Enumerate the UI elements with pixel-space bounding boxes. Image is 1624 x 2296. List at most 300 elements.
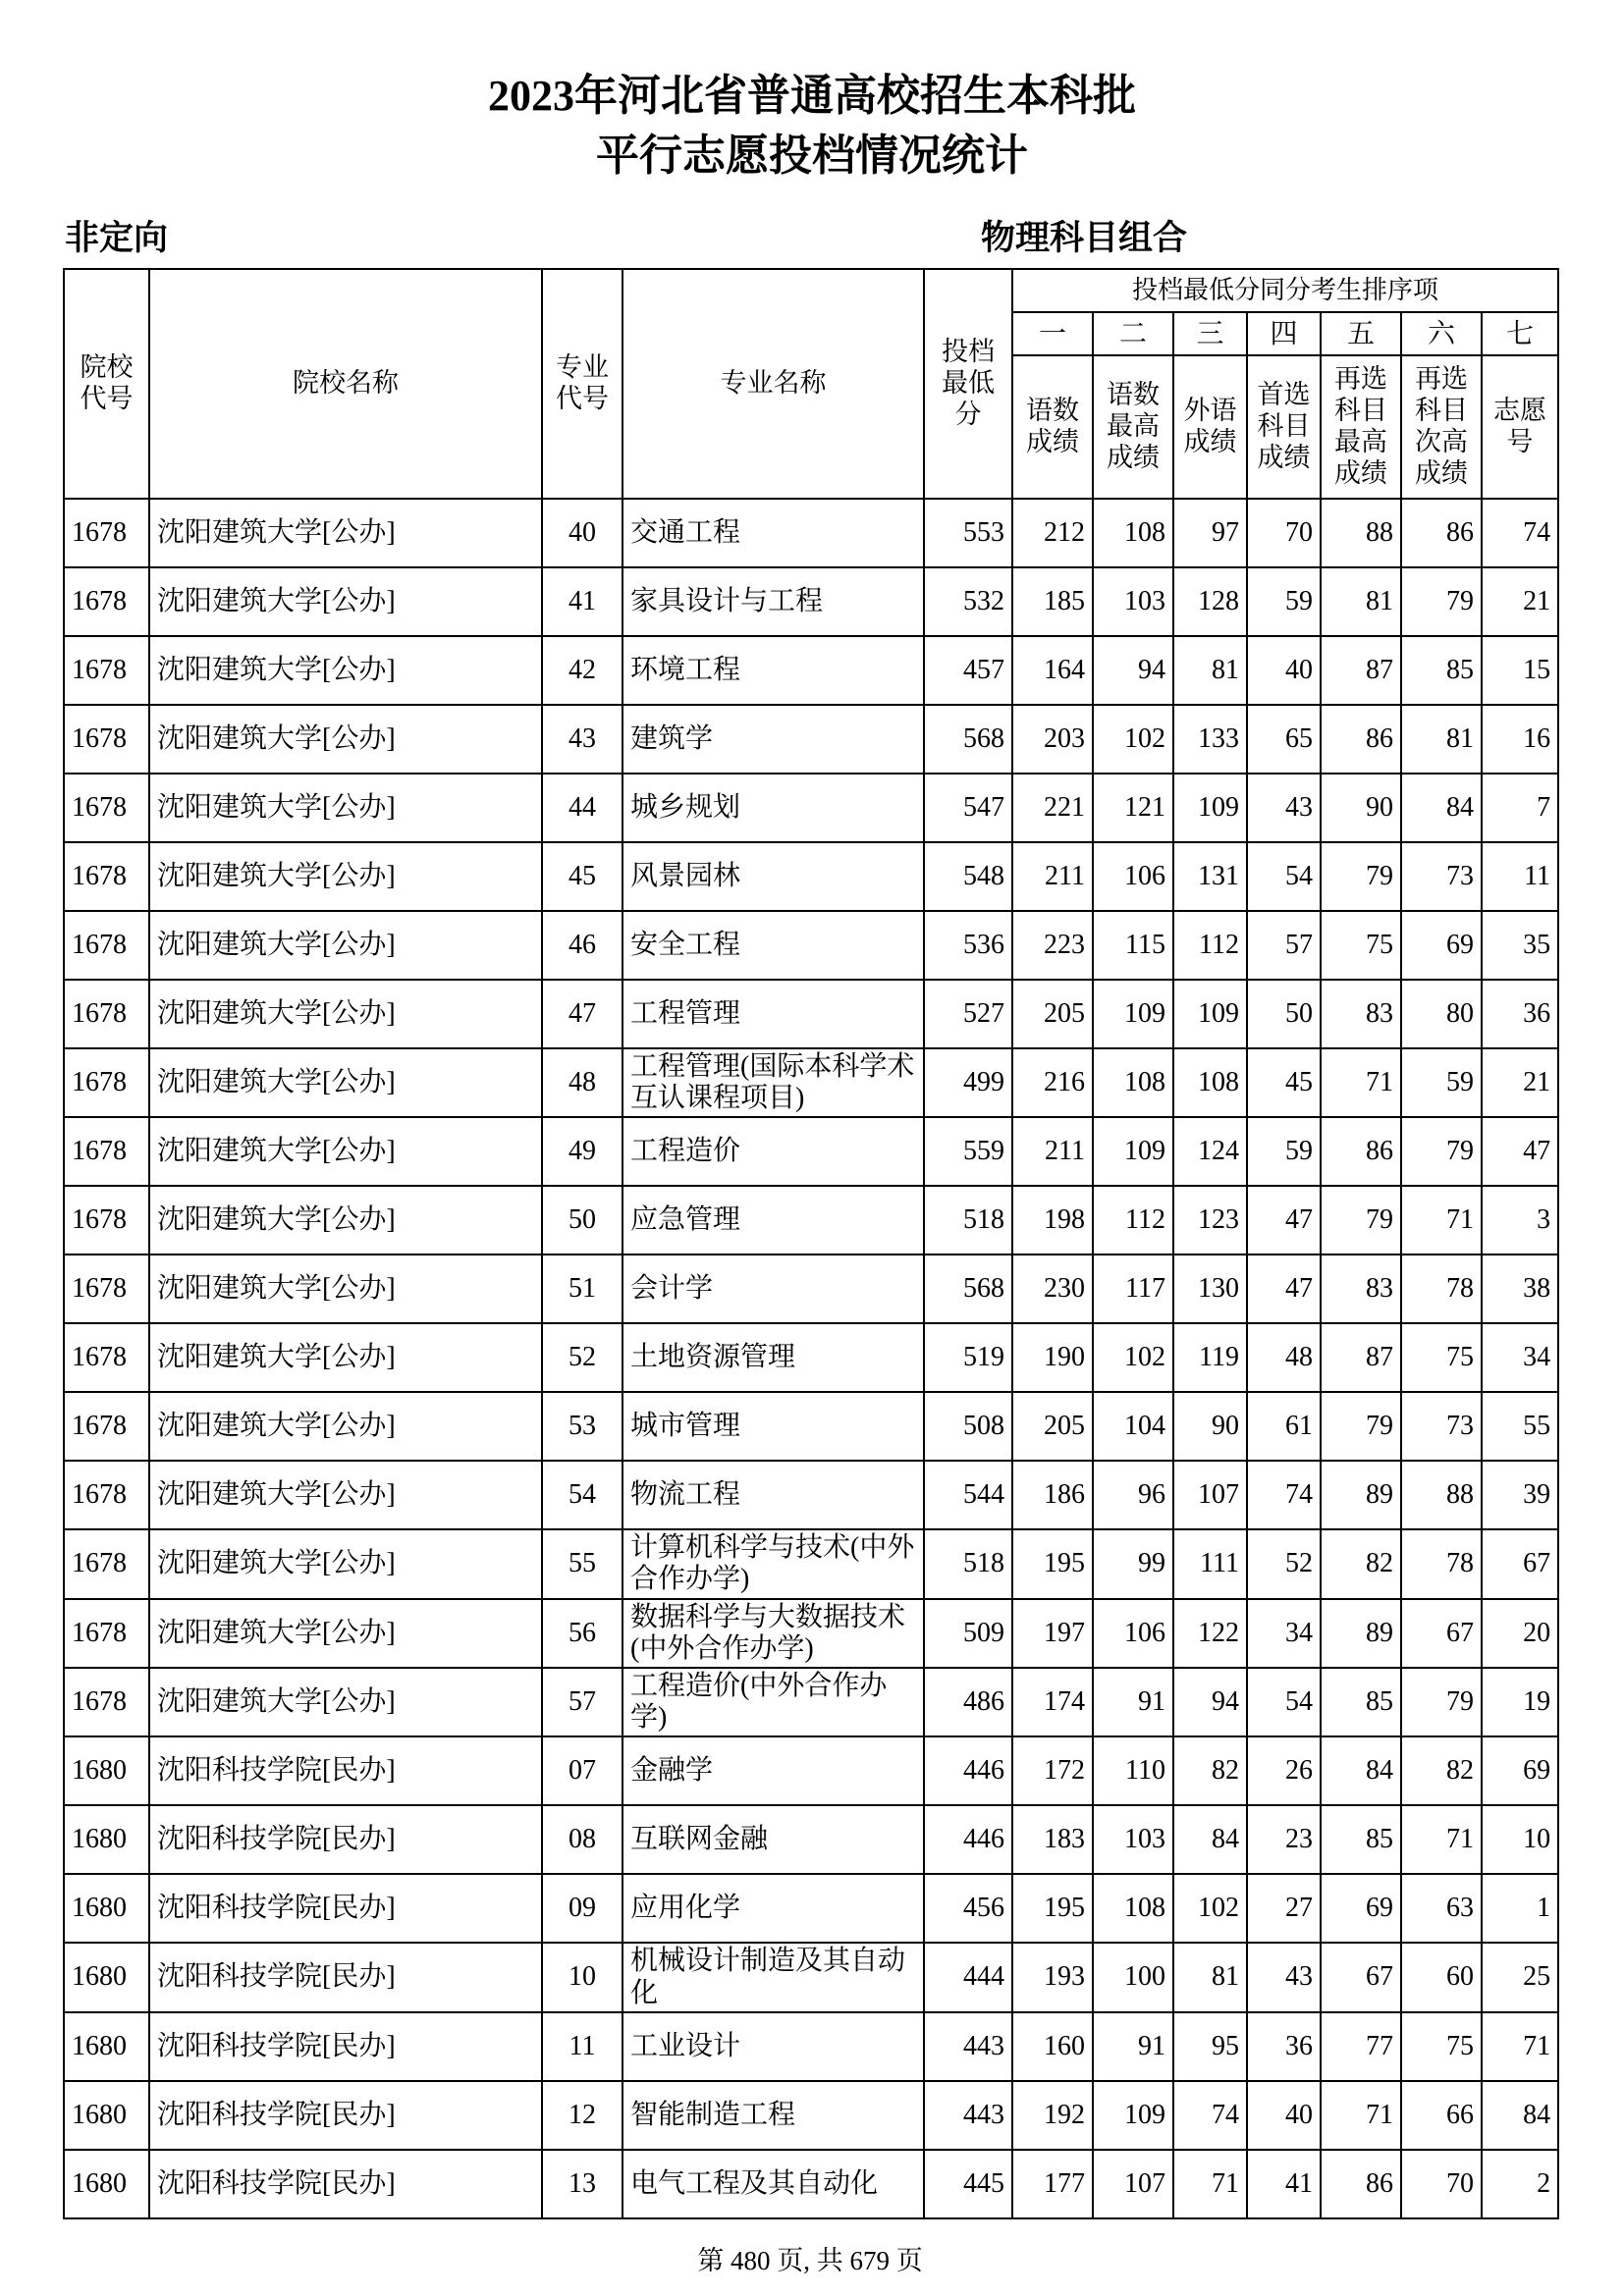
chinese-math-max-cell: 117 [1093, 1255, 1173, 1323]
major-code-cell: 43 [542, 705, 623, 774]
min-score-cell: 443 [924, 2081, 1012, 2150]
major-code-cell: 48 [542, 1048, 623, 1117]
reselect-second-score-cell: 79 [1401, 567, 1482, 636]
min-score-cell: 508 [924, 1392, 1012, 1461]
foreign-lang-score-cell: 84 [1173, 1805, 1247, 1874]
preference-number-cell: 20 [1482, 1599, 1558, 1668]
school-name-cell: 沈阳建筑大学[公办] [149, 774, 542, 842]
chinese-math-score-cell: 211 [1012, 1117, 1093, 1186]
chinese-math-max-cell: 94 [1093, 636, 1173, 705]
min-score-cell: 445 [924, 2150, 1012, 2218]
preference-number-cell: 19 [1482, 1668, 1558, 1736]
first-subject-score-cell: 43 [1247, 1943, 1321, 2011]
reselect-second-score-cell: 66 [1401, 2081, 1482, 2150]
major-code-cell: 47 [542, 980, 623, 1048]
column-header: 院校 代号 [64, 269, 149, 498]
chinese-math-score-cell: 190 [1012, 1323, 1093, 1392]
title-line-2: 平行志愿投档情况统计 [596, 131, 1028, 180]
reselect-max-score-cell: 67 [1321, 1943, 1401, 2011]
chinese-math-score-cell: 185 [1012, 567, 1093, 636]
school-name-cell: 沈阳建筑大学[公办] [149, 1529, 542, 1598]
first-subject-score-cell: 41 [1247, 2150, 1321, 2218]
major-name-cell: 风景园林 [623, 842, 924, 911]
subject-group-label: 物理科目组合 [981, 219, 1188, 258]
school-code-cell: 1678 [64, 1186, 149, 1255]
reselect-max-score-cell: 90 [1321, 774, 1401, 842]
rank-column-header: 语数 最高 成绩 [1093, 355, 1173, 498]
chinese-math-score-cell: 192 [1012, 2081, 1093, 2150]
school-name-cell: 沈阳科技学院[民办] [149, 1874, 542, 1943]
major-name-cell: 城乡规划 [623, 774, 924, 842]
chinese-math-max-cell: 103 [1093, 1805, 1173, 1874]
chinese-math-score-cell: 221 [1012, 774, 1093, 842]
foreign-lang-score-cell: 97 [1173, 499, 1247, 567]
reselect-max-score-cell: 83 [1321, 1255, 1401, 1323]
school-code-cell: 1678 [64, 1529, 149, 1598]
reselect-max-score-cell: 79 [1321, 1186, 1401, 1255]
foreign-lang-score-cell: 90 [1173, 1392, 1247, 1461]
min-score-cell: 443 [924, 2012, 1012, 2081]
preference-number-cell: 2 [1482, 2150, 1558, 2218]
major-name-cell: 计算机科学与技术(中外合作办学) [623, 1529, 924, 1598]
major-code-cell: 46 [542, 911, 623, 980]
chinese-math-max-cell: 106 [1093, 842, 1173, 911]
min-score-cell: 486 [924, 1668, 1012, 1736]
school-name-cell: 沈阳建筑大学[公办] [149, 1186, 542, 1255]
school-name-cell: 沈阳建筑大学[公办] [149, 1461, 542, 1529]
school-code-cell: 1678 [64, 1392, 149, 1461]
preference-number-cell: 7 [1482, 774, 1558, 842]
school-code-cell: 1678 [64, 1117, 149, 1186]
foreign-lang-score-cell: 124 [1173, 1117, 1247, 1186]
table-row [64, 980, 1558, 1048]
min-score-cell: 509 [924, 1599, 1012, 1668]
min-score-cell: 457 [924, 636, 1012, 705]
preference-number-cell: 47 [1482, 1117, 1558, 1186]
preference-number-cell: 21 [1482, 1048, 1558, 1117]
reselect-second-score-cell: 85 [1401, 636, 1482, 705]
reselect-second-score-cell: 73 [1401, 842, 1482, 911]
reselect-second-score-cell: 67 [1401, 1599, 1482, 1668]
preference-number-cell: 34 [1482, 1323, 1558, 1392]
reselect-second-score-cell: 59 [1401, 1048, 1482, 1117]
foreign-lang-score-cell: 82 [1173, 1736, 1247, 1805]
table-row [64, 1186, 1558, 1255]
major-name-cell: 安全工程 [623, 911, 924, 980]
first-subject-score-cell: 59 [1247, 567, 1321, 636]
major-code-cell: 57 [542, 1668, 623, 1736]
rank-numeral-header: 二 [1093, 312, 1173, 355]
foreign-lang-score-cell: 123 [1173, 1186, 1247, 1255]
first-subject-score-cell: 26 [1247, 1736, 1321, 1805]
major-code-cell: 08 [542, 1805, 623, 1874]
school-name-cell: 沈阳建筑大学[公办] [149, 636, 542, 705]
min-score-cell: 456 [924, 1874, 1012, 1943]
major-code-cell: 53 [542, 1392, 623, 1461]
page-title [63, 67, 1561, 186]
chinese-math-score-cell: 197 [1012, 1599, 1093, 1668]
school-code-cell: 1678 [64, 1461, 149, 1529]
chinese-math-max-cell: 96 [1093, 1461, 1173, 1529]
section-labels [63, 211, 1557, 260]
min-score-cell: 568 [924, 1255, 1012, 1323]
foreign-lang-score-cell: 81 [1173, 1943, 1247, 2011]
major-name-cell: 机械设计制造及其自动化 [623, 1943, 924, 2011]
reselect-max-score-cell: 79 [1321, 842, 1401, 911]
foreign-lang-score-cell: 122 [1173, 1599, 1247, 1668]
major-name-cell: 土地资源管理 [623, 1323, 924, 1392]
major-name-cell: 互联网金融 [623, 1805, 924, 1874]
major-name-cell: 建筑学 [623, 705, 924, 774]
min-score-cell: 536 [924, 911, 1012, 980]
school-name-cell: 沈阳建筑大学[公办] [149, 911, 542, 980]
table-row [64, 1529, 1558, 1598]
reselect-second-score-cell: 73 [1401, 1392, 1482, 1461]
major-code-cell: 45 [542, 842, 623, 911]
chinese-math-score-cell: 172 [1012, 1736, 1093, 1805]
rank-column-header: 再选 科目 最高 成绩 [1321, 355, 1401, 498]
chinese-math-max-cell: 91 [1093, 1668, 1173, 1736]
min-score-cell: 559 [924, 1117, 1012, 1186]
major-name-cell: 会计学 [623, 1255, 924, 1323]
first-subject-score-cell: 57 [1247, 911, 1321, 980]
chinese-math-score-cell: 230 [1012, 1255, 1093, 1323]
table-row [64, 1048, 1558, 1117]
major-name-cell: 工业设计 [623, 2012, 924, 2081]
table-row [64, 636, 1558, 705]
reselect-second-score-cell: 86 [1401, 499, 1482, 567]
reselect-second-score-cell: 75 [1401, 1323, 1482, 1392]
school-code-cell: 1680 [64, 2012, 149, 2081]
chinese-math-score-cell: 164 [1012, 636, 1093, 705]
school-code-cell: 1678 [64, 1255, 149, 1323]
preference-number-cell: 16 [1482, 705, 1558, 774]
table-row [64, 1805, 1558, 1874]
chinese-math-max-cell: 112 [1093, 1186, 1173, 1255]
rank-column-header: 首选 科目 成绩 [1247, 355, 1321, 498]
reselect-max-score-cell: 86 [1321, 705, 1401, 774]
chinese-math-score-cell: 211 [1012, 842, 1093, 911]
school-name-cell: 沈阳科技学院[民办] [149, 2012, 542, 2081]
first-subject-score-cell: 40 [1247, 636, 1321, 705]
major-name-cell: 数据科学与大数据技术(中外合作办学) [623, 1599, 924, 1668]
preference-number-cell: 69 [1482, 1736, 1558, 1805]
school-name-cell: 沈阳建筑大学[公办] [149, 705, 542, 774]
major-code-cell: 13 [542, 2150, 623, 2218]
preference-number-cell: 74 [1482, 499, 1558, 567]
chinese-math-score-cell: 195 [1012, 1529, 1093, 1598]
foreign-lang-score-cell: 109 [1173, 774, 1247, 842]
reselect-second-score-cell: 78 [1401, 1255, 1482, 1323]
rank-numeral-header: 四 [1247, 312, 1321, 355]
reselect-max-score-cell: 85 [1321, 1805, 1401, 1874]
rank-column-header: 语数 成绩 [1012, 355, 1093, 498]
chinese-math-max-cell: 108 [1093, 1048, 1173, 1117]
chinese-math-max-cell: 121 [1093, 774, 1173, 842]
school-code-cell: 1678 [64, 911, 149, 980]
table-head [64, 269, 1558, 498]
reselect-max-score-cell: 77 [1321, 2012, 1401, 2081]
reselect-max-score-cell: 89 [1321, 1599, 1401, 1668]
min-score-cell: 518 [924, 1529, 1012, 1598]
major-code-cell: 41 [542, 567, 623, 636]
reselect-max-score-cell: 86 [1321, 1117, 1401, 1186]
min-score-cell: 446 [924, 1805, 1012, 1874]
min-score-cell: 527 [924, 980, 1012, 1048]
major-code-cell: 07 [542, 1736, 623, 1805]
major-name-cell: 交通工程 [623, 499, 924, 567]
reselect-second-score-cell: 80 [1401, 980, 1482, 1048]
table-row [64, 705, 1558, 774]
preference-number-cell: 36 [1482, 980, 1558, 1048]
table-row [64, 774, 1558, 842]
first-subject-score-cell: 45 [1247, 1048, 1321, 1117]
chinese-math-max-cell: 108 [1093, 1874, 1173, 1943]
school-name-cell: 沈阳建筑大学[公办] [149, 1599, 542, 1668]
foreign-lang-score-cell: 112 [1173, 911, 1247, 980]
reselect-max-score-cell: 69 [1321, 1874, 1401, 1943]
school-code-cell: 1680 [64, 1943, 149, 2011]
table-row [64, 2012, 1558, 2081]
chinese-math-max-cell: 110 [1093, 1736, 1173, 1805]
chinese-math-score-cell: 205 [1012, 1392, 1093, 1461]
foreign-lang-score-cell: 108 [1173, 1048, 1247, 1117]
major-code-cell: 44 [542, 774, 623, 842]
major-code-cell: 11 [542, 2012, 623, 2081]
reselect-second-score-cell: 79 [1401, 1117, 1482, 1186]
first-subject-score-cell: 47 [1247, 1255, 1321, 1323]
major-code-cell: 55 [542, 1529, 623, 1598]
title-line-1: 2023年河北省普通高校招生本科批 [488, 72, 1136, 120]
admissions-table [63, 268, 1559, 2218]
min-score-cell: 444 [924, 1943, 1012, 2011]
table-row [64, 1668, 1558, 1736]
school-name-cell: 沈阳建筑大学[公办] [149, 567, 542, 636]
chinese-math-score-cell: 212 [1012, 499, 1093, 567]
school-name-cell: 沈阳建筑大学[公办] [149, 1323, 542, 1392]
chinese-math-score-cell: 160 [1012, 2012, 1093, 2081]
rank-numeral-header: 一 [1012, 312, 1093, 355]
rank-numeral-header: 五 [1321, 312, 1401, 355]
school-name-cell: 沈阳建筑大学[公办] [149, 1255, 542, 1323]
school-code-cell: 1680 [64, 2150, 149, 2218]
table-row [64, 1461, 1558, 1529]
reselect-max-score-cell: 84 [1321, 1736, 1401, 1805]
rank-group-header: 投档最低分同分考生排序项 [1012, 269, 1558, 312]
chinese-math-score-cell: 177 [1012, 2150, 1093, 2218]
preference-number-cell: 38 [1482, 1255, 1558, 1323]
major-name-cell: 应用化学 [623, 1874, 924, 1943]
min-score-cell: 544 [924, 1461, 1012, 1529]
school-code-cell: 1678 [64, 842, 149, 911]
foreign-lang-score-cell: 71 [1173, 2150, 1247, 2218]
rank-column-header: 志愿 号 [1482, 355, 1558, 498]
first-subject-score-cell: 59 [1247, 1117, 1321, 1186]
min-score-cell: 518 [924, 1186, 1012, 1255]
rank-numeral-header: 六 [1401, 312, 1482, 355]
min-score-cell: 499 [924, 1048, 1012, 1117]
school-name-cell: 沈阳建筑大学[公办] [149, 1392, 542, 1461]
table-row [64, 911, 1558, 980]
reselect-max-score-cell: 82 [1321, 1529, 1401, 1598]
chinese-math-max-cell: 99 [1093, 1529, 1173, 1598]
school-code-cell: 1680 [64, 1736, 149, 1805]
major-name-cell: 应急管理 [623, 1186, 924, 1255]
school-name-cell: 沈阳建筑大学[公办] [149, 1048, 542, 1117]
school-code-cell: 1678 [64, 636, 149, 705]
major-code-cell: 42 [542, 636, 623, 705]
preference-number-cell: 15 [1482, 636, 1558, 705]
reselect-max-score-cell: 83 [1321, 980, 1401, 1048]
first-subject-score-cell: 50 [1247, 980, 1321, 1048]
first-subject-score-cell: 74 [1247, 1461, 1321, 1529]
column-header: 院校名称 [149, 269, 542, 498]
school-code-cell: 1678 [64, 1048, 149, 1117]
chinese-math-max-cell: 91 [1093, 2012, 1173, 2081]
chinese-math-max-cell: 104 [1093, 1392, 1173, 1461]
major-name-cell: 电气工程及其自动化 [623, 2150, 924, 2218]
table-row [64, 1117, 1558, 1186]
reselect-max-score-cell: 71 [1321, 1048, 1401, 1117]
school-code-cell: 1678 [64, 705, 149, 774]
school-name-cell: 沈阳建筑大学[公办] [149, 499, 542, 567]
first-subject-score-cell: 47 [1247, 1186, 1321, 1255]
preference-number-cell: 25 [1482, 1943, 1558, 2011]
reselect-second-score-cell: 70 [1401, 2150, 1482, 2218]
chinese-math-score-cell: 205 [1012, 980, 1093, 1048]
reselect-second-score-cell: 71 [1401, 1805, 1482, 1874]
first-subject-score-cell: 43 [1247, 774, 1321, 842]
reselect-max-score-cell: 85 [1321, 1668, 1401, 1736]
table-row [64, 1255, 1558, 1323]
school-name-cell: 沈阳科技学院[民办] [149, 2081, 542, 2150]
major-name-cell: 工程管理(国际本科学术互认课程项目) [623, 1048, 924, 1117]
reselect-second-score-cell: 71 [1401, 1186, 1482, 1255]
major-name-cell: 城市管理 [623, 1392, 924, 1461]
preference-number-cell: 67 [1482, 1529, 1558, 1598]
school-code-cell: 1678 [64, 567, 149, 636]
chinese-math-max-cell: 100 [1093, 1943, 1173, 2011]
school-name-cell: 沈阳建筑大学[公办] [149, 980, 542, 1048]
reselect-second-score-cell: 79 [1401, 1668, 1482, 1736]
major-name-cell: 金融学 [623, 1736, 924, 1805]
reselect-second-score-cell: 69 [1401, 911, 1482, 980]
school-code-cell: 1680 [64, 1874, 149, 1943]
preference-number-cell: 71 [1482, 2012, 1558, 2081]
preference-number-cell: 10 [1482, 1805, 1558, 1874]
school-code-cell: 1678 [64, 1668, 149, 1736]
table-row [64, 2081, 1558, 2150]
chinese-math-max-cell: 103 [1093, 567, 1173, 636]
school-code-cell: 1678 [64, 499, 149, 567]
major-code-cell: 51 [542, 1255, 623, 1323]
column-header: 投档 最低 分 [924, 269, 1012, 498]
page-number-footer: 第 480 页, 共 679 页 [697, 2245, 923, 2275]
major-name-cell: 智能制造工程 [623, 2081, 924, 2150]
chinese-math-score-cell: 195 [1012, 1874, 1093, 1943]
chinese-math-max-cell: 109 [1093, 980, 1173, 1048]
foreign-lang-score-cell: 111 [1173, 1529, 1247, 1598]
table-row [64, 1943, 1558, 2011]
preference-number-cell: 35 [1482, 911, 1558, 980]
major-name-cell: 工程造价 [623, 1117, 924, 1186]
column-header: 专业名称 [623, 269, 924, 498]
foreign-lang-score-cell: 130 [1173, 1255, 1247, 1323]
chinese-math-max-cell: 102 [1093, 1323, 1173, 1392]
foreign-lang-score-cell: 119 [1173, 1323, 1247, 1392]
chinese-math-max-cell: 106 [1093, 1599, 1173, 1668]
school-code-cell: 1678 [64, 980, 149, 1048]
school-name-cell: 沈阳科技学院[民办] [149, 1736, 542, 1805]
major-code-cell: 56 [542, 1599, 623, 1668]
min-score-cell: 553 [924, 499, 1012, 567]
rank-column-header: 再选 科目 次高 成绩 [1401, 355, 1482, 498]
min-score-cell: 568 [924, 705, 1012, 774]
foreign-lang-score-cell: 131 [1173, 842, 1247, 911]
table-row [64, 842, 1558, 911]
school-name-cell: 沈阳建筑大学[公办] [149, 842, 542, 911]
reselect-second-score-cell: 75 [1401, 2012, 1482, 2081]
chinese-math-max-cell: 102 [1093, 705, 1173, 774]
major-code-cell: 49 [542, 1117, 623, 1186]
first-subject-score-cell: 36 [1247, 2012, 1321, 2081]
preference-number-cell: 11 [1482, 842, 1558, 911]
orientation-label: 非定向 [65, 219, 169, 258]
first-subject-score-cell: 70 [1247, 499, 1321, 567]
school-code-cell: 1680 [64, 1805, 149, 1874]
chinese-math-max-cell: 109 [1093, 1117, 1173, 1186]
chinese-math-score-cell: 193 [1012, 1943, 1093, 2011]
table-row [64, 1736, 1558, 1805]
first-subject-score-cell: 65 [1247, 705, 1321, 774]
preference-number-cell: 55 [1482, 1392, 1558, 1461]
reselect-second-score-cell: 63 [1401, 1874, 1482, 1943]
reselect-max-score-cell: 87 [1321, 636, 1401, 705]
reselect-second-score-cell: 88 [1401, 1461, 1482, 1529]
school-name-cell: 沈阳科技学院[民办] [149, 1805, 542, 1874]
header-row-main [64, 269, 1558, 312]
chinese-math-max-cell: 107 [1093, 2150, 1173, 2218]
column-header: 专业 代号 [542, 269, 623, 498]
chinese-math-score-cell: 174 [1012, 1668, 1093, 1736]
first-subject-score-cell: 48 [1247, 1323, 1321, 1392]
foreign-lang-score-cell: 94 [1173, 1668, 1247, 1736]
first-subject-score-cell: 54 [1247, 842, 1321, 911]
chinese-math-max-cell: 109 [1093, 2081, 1173, 2150]
chinese-math-score-cell: 198 [1012, 1186, 1093, 1255]
chinese-math-max-cell: 108 [1093, 499, 1173, 567]
chinese-math-score-cell: 223 [1012, 911, 1093, 980]
min-score-cell: 519 [924, 1323, 1012, 1392]
reselect-second-score-cell: 60 [1401, 1943, 1482, 2011]
first-subject-score-cell: 27 [1247, 1874, 1321, 1943]
table-row [64, 1599, 1558, 1668]
first-subject-score-cell: 61 [1247, 1392, 1321, 1461]
reselect-max-score-cell: 89 [1321, 1461, 1401, 1529]
table-row [64, 2150, 1558, 2218]
chinese-math-max-cell: 115 [1093, 911, 1173, 980]
major-code-cell: 10 [542, 1943, 623, 2011]
reselect-max-score-cell: 75 [1321, 911, 1401, 980]
school-code-cell: 1680 [64, 2081, 149, 2150]
rank-numeral-header: 七 [1482, 312, 1558, 355]
rank-numeral-header: 三 [1173, 312, 1247, 355]
first-subject-score-cell: 52 [1247, 1529, 1321, 1598]
preference-number-cell: 39 [1482, 1461, 1558, 1529]
reselect-second-score-cell: 78 [1401, 1529, 1482, 1598]
major-name-cell: 家具设计与工程 [623, 567, 924, 636]
preference-number-cell: 84 [1482, 2081, 1558, 2150]
